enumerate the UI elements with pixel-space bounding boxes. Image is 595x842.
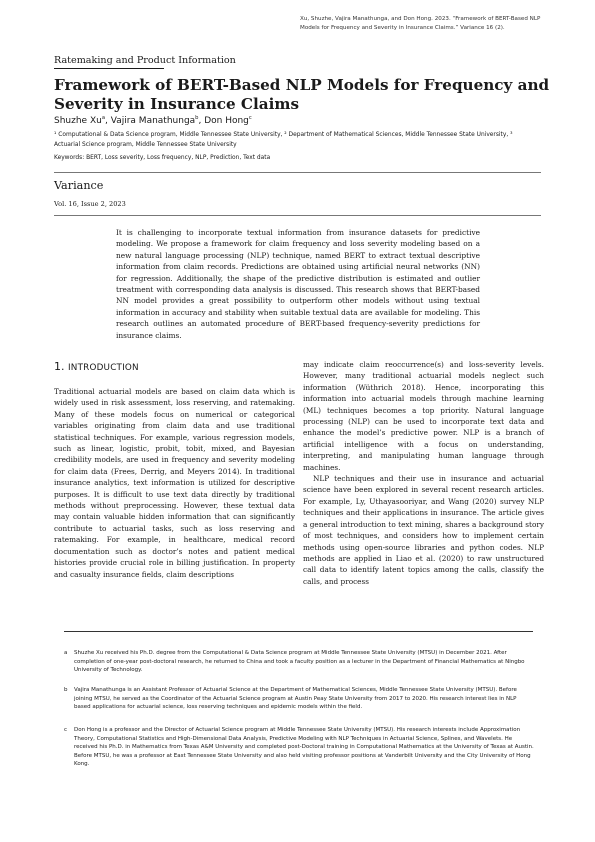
author-name: Shuzhe Xu: [54, 116, 102, 126]
footnote-mark: a: [64, 650, 68, 656]
footnote-text: Vajira Manathunga is an Assistant Professor of Actuarial Science at the Department of Mathematical Sciences, Middle Tennessee State University (MTSU). Before joining MTSU, he served as the Coordinator of the Actuarial Science program at Austin Peay State University from 2017 to 2020. His research interest lies in NLP based applications for actuarial science, loss reserving techniques and epidemic models within the field.: [74, 687, 517, 711]
paragraph: Traditional actuarial models are based on claim data which is widely used in risk assessment, loss reserving, and ratemaking. Many of these models focus on numerical or categorical variables originating from claim data and use traditional statistical techniques. For example, various regression models, such as linear, logistic, probit, tobit, mixed, and Bayesian credibility models, are used in frequency and severity modeling for claim data (Frees, Derrig, and Meyers 2014). In traditional insurance analytics, text information is utilized for descriptive purposes. It is difficult to use text data directly by traditional methods without preprocessing. However, these textual data may contain valuable hidden information that can significantly contribute to actuarial tasks, such as loss reserving and ratemaking. For example, in healthcare, medical record documentation such as doctor’s notes and patient medical histories provide crucial role in billing justification. In property and casualty insurance fields, claim descriptions: [54, 387, 295, 579]
author-mark: c: [248, 115, 252, 121]
paragraph: NLP techniques and their use in insurance and actuarial science have been explored in several recent research articles. For example, Ly, Uthayasooriyar, and Wang (2020) survey NLP techniques and their applications in insurance. The article gives a general introduction to text mining, shares a background story of most techniques, and considers how to implement certain methods using open-source libraries and python codes. NLP methods are applied in Liao et al. (2020) to raw unstructured call data to identify latent topics among the calls, classify the calls, and process: [303, 474, 544, 586]
journal-name: Variance: [54, 179, 104, 192]
body-column-left: [54, 386, 295, 580]
author-mark: b: [195, 115, 199, 121]
footnote-mark: c: [64, 727, 68, 733]
footnote-text: Don Hong is a professor and the Director of Actuarial Science program at Middle Tennessee State University (MTSU). His research interests include Approximation Theory, Computational Statistics and High-Dimensional Data Analysis, Predictive Modeling with NLP Techniques in Actuarial Science, Splines, and Wavelets. He received his Ph.D. in Mathematics from Texas A&M University and completed post-Doctoral training in Computational Mathematics at the University of Texas at Austin. Before MTSU, he was a professor at East Tennessee State University and also held visiting professor positions at Vanderbilt University and the City University of Hong Kong.: [74, 727, 534, 768]
abstract: It is challenging to incorporate textual information from insurance datasets for predictive modeling. We propose a framework for claim frequency and loss severity modeling based on a new natural language processing (NLP) technique, named BERT to extract textual descriptive information from claim records. Predictions are obtained using artificial neural networks (NN) for regression. Additionally, the shape of the predictive distribution is estimated and outlier treatment with corresponding data analysis is discussed. This research shows that BERT-based NN model provides a great possibility to outperform other models without using textual information in accuracy and stability when suitable textual data are available for modeling. This research outlines an automated procedure of BERT-based frequency-severity predictions for insurance claims.: [116, 228, 480, 340]
author-name: Don Hong: [204, 116, 249, 126]
section-heading: [54, 360, 139, 373]
section-number: 1.: [54, 360, 65, 373]
footnote-text: Shuzhe Xu received his Ph.D. degree from the Computational & Data Science program at Middle Tennessee State University (MTSU) in December 2021. After completion of one-year post-doctoral research, he returned to China and took a faculty position as a lecturer in the Department of Financial Mathematics at Ningbo University of Technology.: [74, 650, 525, 674]
header-citation: Xu, Shuzhe, Vajira Manathunga, and Don Hong. 2023. “Framework of BERT-Based NLP Models for Frequency and Severity in Insurance Claims.” Variance 16 (2).: [300, 16, 541, 31]
keywords: Keywords: BERT, Loss severity, Loss frequency, NLP, Prediction, Text data: [54, 155, 271, 161]
divider: [54, 172, 541, 173]
footnote-mark: b: [64, 687, 68, 693]
section-title: INTRODUCTION: [68, 363, 139, 373]
section-rule: [54, 68, 164, 69]
paragraph: may indicate claim reoccurrence(s) and loss-severity levels. However, many traditional actuarial models neglect such information (Wüthrich 2018). Hence, incorporating this information into actuarial models through machine learning (ML) techniques becomes a top priority. Natural language processing (NLP) can be used to incorporate text data and enhance the model’s predictive power. NLP is a branch of artificial intelligence with a focus on understanding, interpreting, and manipulating human language through machines.: [303, 360, 544, 472]
section-label: Ratemaking and Product Information: [54, 55, 236, 66]
journal-volume: Vol. 16, Issue 2, 2023: [54, 200, 126, 208]
author-name: Vajira Manathunga: [110, 116, 196, 126]
affiliations: ¹ Computational & Data Science program, Middle Tennessee State University, ² Department of Mathematical Sciences, Middle Tennessee State University, ³ Actuarial Science program, Middle Tennessee State University: [54, 132, 513, 148]
divider: [54, 215, 541, 216]
body-column-right: [303, 359, 544, 587]
author-mark: a: [101, 115, 106, 121]
author-list: Shuzhe Xu$^a$, Vajira Manathunga$^b$, Don Hong$^c$: [54, 115, 252, 126]
paper-title: Framework of BERT-Based NLP Models for Frequency and Severity in Insurance Claims: [54, 76, 550, 113]
footnote-rule: [64, 631, 533, 632]
